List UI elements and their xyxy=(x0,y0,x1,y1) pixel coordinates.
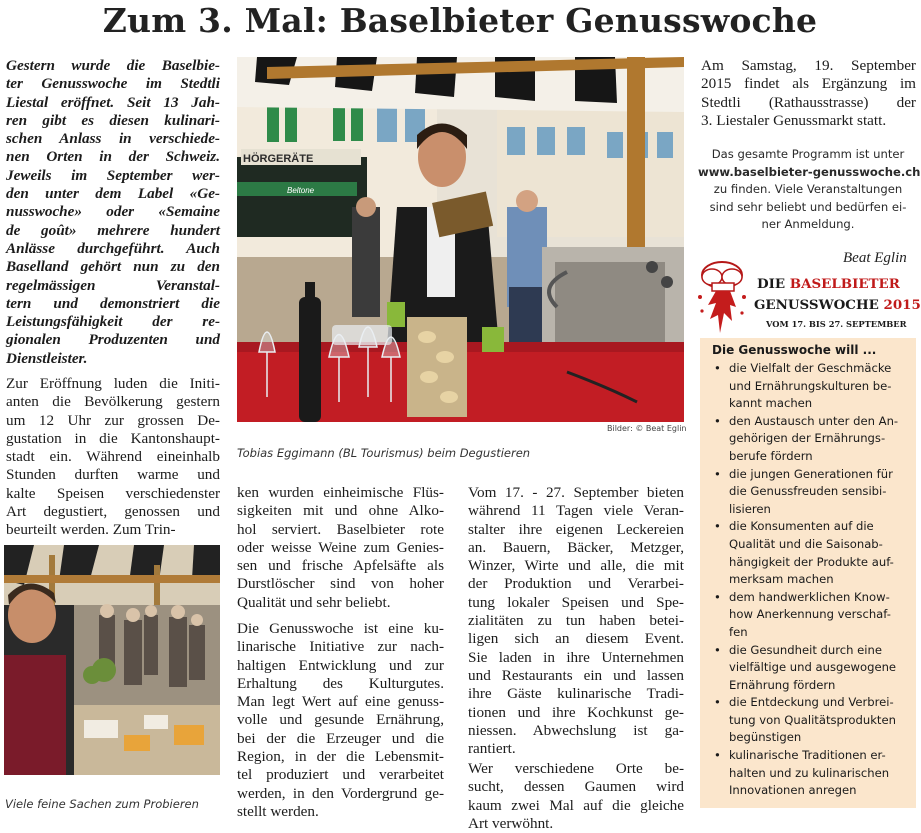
text-line: Baselland gehört nun zu den xyxy=(6,258,220,276)
logo-title-line-1 xyxy=(757,276,900,292)
text-line: nusswoche» oder «Semaine xyxy=(6,203,220,221)
text-line: Das gesamte Programm ist unter xyxy=(711,147,905,161)
goal-text-line: • die Gesundheit durch eine xyxy=(729,642,883,657)
text-line: den unter dem Label «Ge- xyxy=(6,185,220,203)
text-line: werden, in den Vordergrund ge- xyxy=(237,784,444,802)
degustation-scene-image xyxy=(237,57,684,422)
text-line: Gestern wurde die Baselbie- xyxy=(6,57,220,74)
text-line: tern und demonstriert die xyxy=(6,294,220,312)
text-line: ihre Gäste kulinarische Tradi- xyxy=(468,685,684,703)
text-line: linarische Initiative zur nach- xyxy=(237,638,444,656)
photo-credit: Bilder: © Beat Eglin xyxy=(607,424,687,433)
text-line: Die Genusswoche ist eine ku- xyxy=(237,620,444,637)
market-scene-image xyxy=(4,545,220,775)
body-text xyxy=(468,484,684,758)
body-paragraph-5 xyxy=(468,760,684,833)
text-line: an. Bauern, Bäcker, Metzger, xyxy=(468,538,684,556)
goals-box xyxy=(700,338,916,808)
goal-text-line: • die jungen Generationen für xyxy=(729,466,893,481)
text-line: sucht, dessen Gaumen wird xyxy=(468,778,684,796)
text-line: um 12 Uhr zur grossen De- xyxy=(6,411,220,429)
goal-text-line: tung von Qualitätsprodukten xyxy=(729,712,896,727)
body-text xyxy=(237,484,444,612)
main-photo-caption: Tobias Eggimann (BL Tourismus) beim Degustieren xyxy=(237,446,531,460)
goal-text-line: • dem handwerklichen Know- xyxy=(729,589,890,604)
small-photo-caption: Viele feine Sachen zum Probieren xyxy=(5,797,199,811)
goal-list-item xyxy=(710,694,910,747)
text-line: rantiert. xyxy=(468,740,516,758)
goal-list-item xyxy=(710,360,910,413)
text-line: Am Samstag, 19. September xyxy=(701,57,916,74)
text-line: Liestal eröffnet. Seit 13 Jah- xyxy=(6,93,220,111)
goal-list-item xyxy=(710,747,910,800)
text-line: sigkeiten mit und ohne Alko- xyxy=(237,502,444,520)
body-text xyxy=(701,57,916,130)
text-line: ren gibt es diesen kulinari- xyxy=(6,111,220,129)
text-line: niessen. Abwechslung ist ga- xyxy=(468,721,684,739)
text-line: Leistungsfähigkeit der re- xyxy=(6,313,220,331)
body-text xyxy=(6,375,220,540)
text-line: schen Anlass in verschiede- xyxy=(6,130,220,148)
text-line: regelmässigen Veranstal- xyxy=(6,276,220,294)
logo-prefix: DIE xyxy=(757,276,790,292)
goal-text-line: • die Entdeckung und Verbrei- xyxy=(729,695,894,710)
genusswoche-logo xyxy=(694,257,920,337)
text-line: volle und gesunde Ernährung, xyxy=(237,711,444,729)
text-line: ken wurden einheimische Flüs- xyxy=(237,484,444,501)
text-line: und Restaurants ein und lassen xyxy=(468,666,684,684)
goal-text-line: • den Austausch unter den An- xyxy=(729,413,899,428)
goal-list-item xyxy=(710,466,910,519)
text-line: tung lokaler Speisen und Spe- xyxy=(468,593,684,611)
program-paragraph xyxy=(698,146,921,234)
text-line: Winzer, Wirte und alle, die mit xyxy=(468,557,684,575)
body-paragraph-3 xyxy=(237,620,444,821)
goal-list-item xyxy=(710,642,910,695)
goals-box-title: Die Genusswoche will ... xyxy=(712,343,877,357)
tasting-photo xyxy=(4,545,220,775)
goal-text-line: • die Vielfalt der Geschmäcke xyxy=(729,361,892,375)
text-line: Erhaltung des Kulturgutes. xyxy=(237,674,444,692)
text-line: Dienstleister. xyxy=(6,349,88,367)
main-photo xyxy=(237,57,684,422)
text-line: stellt werden. xyxy=(237,802,319,820)
text-line: kalte Speisen verschiedenster xyxy=(6,484,220,502)
text-line: gionalen Produzenten und xyxy=(6,331,220,349)
text-line: hol serviert. Baselbieter rote xyxy=(237,520,444,538)
lead-paragraph xyxy=(6,57,220,368)
logo-dates: VOM 17. BIS 27. SEPTEMBER xyxy=(766,319,907,329)
goal-text-line: berufe fördern xyxy=(729,448,813,463)
goal-text-line: vielfältige und ausgewogene xyxy=(729,660,897,675)
goal-list-item xyxy=(710,518,910,588)
text-line: Zur Eröffnung luden die Initi- xyxy=(6,375,220,392)
text-line: Stedtli (Rathausstrasse) der xyxy=(701,93,916,111)
market-paragraph xyxy=(701,57,916,130)
beltone-sign: Beltone xyxy=(287,186,315,195)
text-line: haltigen Entwicklung und zur xyxy=(237,656,444,674)
logo-red-word: BASELBIETER xyxy=(789,276,900,292)
text-line: gustation in die Kantonshaupt- xyxy=(6,429,220,447)
text-line: sen und frische Apfelsäfte als xyxy=(237,557,444,575)
text-line: bei der die Erzeuger und die xyxy=(237,729,444,747)
program-url[interactable]: www.baselbieter-genusswoche.ch xyxy=(698,164,921,179)
text-line: sind sehr beliebt und bedürfen ei- xyxy=(709,199,907,214)
goal-text-line: Innovationen anregen xyxy=(729,783,857,798)
text-line: während 11 Tagen viele Veran- xyxy=(468,502,684,520)
goal-text-line: • die Konsumenten auf die xyxy=(729,519,874,534)
text-line: anten die Bevölkerung gestern xyxy=(6,393,220,411)
chef-hat-icon xyxy=(694,257,754,337)
goal-text-line: fen xyxy=(729,624,748,639)
body-paragraph-1 xyxy=(6,375,220,540)
goal-text-line: lisieren xyxy=(729,501,771,516)
text-line: Wer verschiedene Orte be- xyxy=(468,760,684,777)
text-line: ter Genusswoche im Stedtli xyxy=(6,75,220,93)
text-line: Stunden durften warme und xyxy=(6,466,220,484)
text-line: Qualität und sehr beliebt. xyxy=(237,593,391,611)
text-line: Durstlöscher sind von hoher xyxy=(237,575,444,593)
text-line: zialitäten zu tun haben betei- xyxy=(468,612,684,630)
logo-prefix: GENUSSWOCHE xyxy=(754,297,884,313)
text-line: nen Orten in der Schweiz. xyxy=(6,148,220,166)
lead-text xyxy=(6,57,220,368)
goal-text-line: Ernährung fördern xyxy=(729,677,836,692)
goal-list-item xyxy=(710,589,910,642)
goal-text-line: merksam machen xyxy=(729,572,834,587)
goal-text-line: • kulinarische Traditionen er- xyxy=(729,748,886,763)
text-line: Art verwöhnt. xyxy=(468,814,554,832)
text-line: tel produziert und verarbeitet xyxy=(237,766,444,784)
logo-year: 2015 xyxy=(883,297,921,313)
text-line: de goût» mehrere hundert xyxy=(6,221,220,239)
body-paragraph-4 xyxy=(468,484,684,758)
text-line: zu finden. Viele Veranstaltungen xyxy=(713,182,903,197)
goal-text-line: kannt machen xyxy=(729,396,813,411)
text-line: beurteilt werden. Zum Trin- xyxy=(6,521,176,539)
text-line: Anlässe durchgeführt. Auch xyxy=(6,239,220,257)
goals-list xyxy=(710,360,910,800)
text-line: Sie laden in ihre Unternehmen xyxy=(468,648,684,666)
goal-text-line: Qualität und die Saisonab- xyxy=(729,536,883,551)
text-line: Art degustiert, genossen und xyxy=(6,503,220,521)
body-text xyxy=(468,760,684,833)
text-line: 3. Liestaler Genussmarkt statt. xyxy=(701,111,887,129)
program-text xyxy=(698,146,921,234)
body-text xyxy=(237,620,444,821)
goal-text-line: gehörigen der Ernährungs- xyxy=(729,431,886,446)
text-line: Man legt Wert auf eine genuss- xyxy=(237,693,444,711)
text-line: 2015 findet als Ergänzung im xyxy=(701,75,916,93)
goal-list-item xyxy=(710,413,910,466)
text-line: tionen und ihre Kochkunst ge- xyxy=(468,703,684,721)
logo-title-line-2 xyxy=(754,297,921,313)
goal-text-line: hängigkeit der Produkte auf- xyxy=(729,554,894,569)
article-headline: Zum 3. Mal: Baselbieter Genusswoche xyxy=(102,1,818,40)
text-line: stalter ihre eigenen Leckereien xyxy=(468,520,684,538)
text-line: Region, in der die Lebensmit- xyxy=(237,748,444,766)
goal-text-line: halten und zu kulinarischen xyxy=(729,765,890,780)
goal-text-line: begünstigen xyxy=(729,730,802,745)
goal-text-line: how Anerkennung verschaf- xyxy=(729,607,891,622)
hoergeraete-sign: HÖRGERÄTE xyxy=(243,153,314,165)
text-line: Jeweils im September wer- xyxy=(6,166,220,184)
text-line: oder weisse Weine zum Genies- xyxy=(237,538,444,556)
text-line: stadt ein. Während eineinhalb xyxy=(6,448,220,466)
goal-text-line: die Genussfreuden sensibi- xyxy=(729,484,887,499)
text-line: Vom 17. - 27. September bieten xyxy=(468,484,684,501)
goal-text-line: und Ernährungskulturen be- xyxy=(729,378,892,393)
text-line: kaum zwei Mal auf die gleiche xyxy=(468,796,684,814)
body-paragraph-2 xyxy=(237,484,444,612)
text-line: der Produktion und Verarbei- xyxy=(468,575,684,593)
text-line: ligen sich an diesem Event. xyxy=(468,630,684,648)
author-signature: Beat Eglin xyxy=(843,250,907,266)
text-line: ner Anmeldung. xyxy=(761,217,855,232)
